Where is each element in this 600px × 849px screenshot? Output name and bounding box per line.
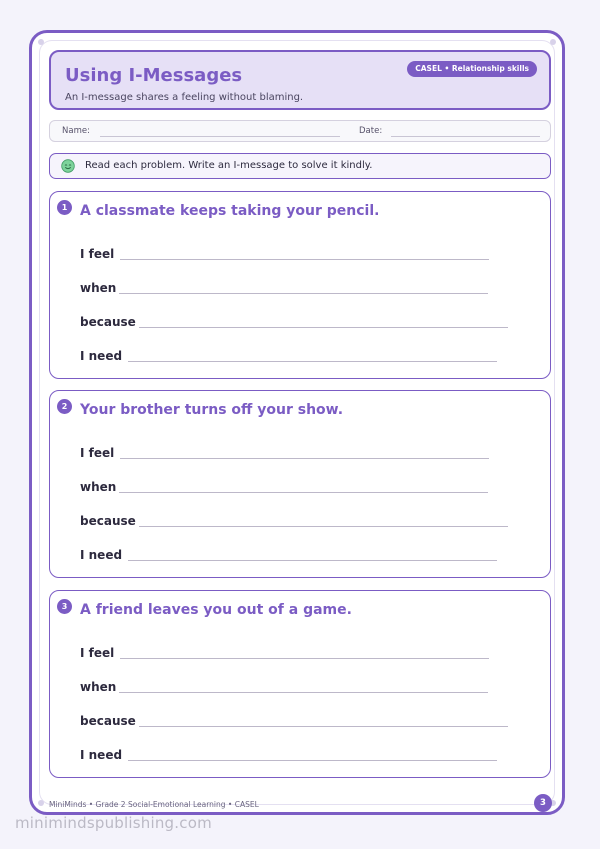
problem-prompt: A friend leaves you out of a game. bbox=[80, 602, 352, 618]
corner-dot bbox=[550, 39, 556, 45]
header-banner bbox=[49, 50, 551, 110]
i-need-answer-line[interactable] bbox=[128, 560, 497, 561]
when-answer-line[interactable] bbox=[119, 293, 488, 294]
i-need-answer-line[interactable] bbox=[128, 361, 497, 362]
name-label: Name: bbox=[62, 126, 90, 136]
publisher-watermark: minimindspublishing.com bbox=[15, 814, 212, 832]
i-need-label: I need bbox=[80, 349, 123, 363]
i-need-answer-line[interactable] bbox=[128, 760, 497, 761]
when-answer-line[interactable] bbox=[119, 692, 488, 693]
when-answer-line[interactable] bbox=[119, 492, 488, 493]
page-number-badge: 3 bbox=[534, 794, 552, 812]
because-label: because bbox=[80, 315, 136, 329]
because-answer-line[interactable] bbox=[139, 327, 508, 328]
problem-card bbox=[49, 390, 551, 578]
problem-card bbox=[49, 590, 551, 778]
i-need-label: I need bbox=[80, 748, 123, 762]
name-date-row bbox=[49, 120, 551, 142]
casel-badge: CASEL • Relationship skills bbox=[407, 61, 537, 77]
name-field[interactable] bbox=[100, 136, 340, 137]
because-answer-line[interactable] bbox=[139, 526, 508, 527]
i-feel-answer-line[interactable] bbox=[120, 458, 489, 459]
when-label: when bbox=[80, 480, 117, 494]
date-field[interactable] bbox=[391, 136, 540, 137]
i-need-label: I need bbox=[80, 548, 123, 562]
problem-prompt: A classmate keeps taking your pencil. bbox=[80, 203, 380, 219]
i-feel-label: I feel bbox=[80, 247, 115, 261]
problem-card bbox=[49, 191, 551, 379]
i-feel-answer-line[interactable] bbox=[120, 259, 489, 260]
because-label: because bbox=[80, 514, 136, 528]
date-label: Date: bbox=[359, 126, 383, 136]
i-feel-label: I feel bbox=[80, 646, 115, 660]
page-title: Using I-Messages bbox=[65, 65, 243, 86]
instruction-box bbox=[49, 153, 551, 179]
corner-dot bbox=[38, 800, 44, 806]
problem-number-badge: 2 bbox=[57, 399, 72, 414]
because-answer-line[interactable] bbox=[139, 726, 508, 727]
problem-prompt: Your brother turns off your show. bbox=[80, 402, 344, 418]
i-feel-answer-line[interactable] bbox=[120, 658, 489, 659]
problem-number-badge: 3 bbox=[57, 599, 72, 614]
i-feel-label: I feel bbox=[80, 446, 115, 460]
instruction-text: Read each problem. Write an I-message to solve it kindly. bbox=[85, 160, 373, 171]
because-label: because bbox=[80, 714, 136, 728]
problem-number-badge: 1 bbox=[57, 200, 72, 215]
smile-icon bbox=[61, 159, 75, 173]
when-label: when bbox=[80, 281, 117, 295]
page-subtitle: An I-message shares a feeling without blaming. bbox=[65, 92, 304, 103]
footer-text: MiniMinds • Grade 2 Social-Emotional Learning • CASEL bbox=[49, 800, 259, 809]
corner-dot bbox=[38, 39, 44, 45]
when-label: when bbox=[80, 680, 117, 694]
worksheet-page bbox=[29, 30, 565, 815]
